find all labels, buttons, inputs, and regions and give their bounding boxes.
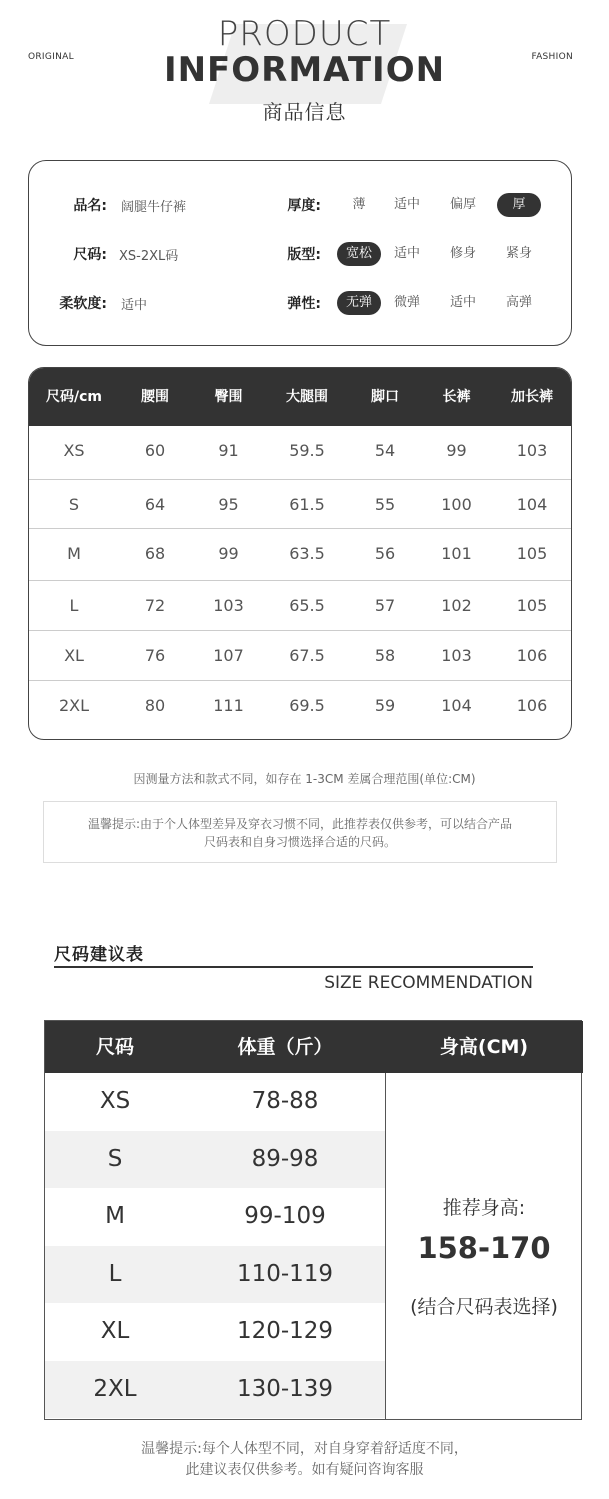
size-cell: M bbox=[67, 544, 81, 563]
size-cell: 54 bbox=[374, 441, 396, 460]
attr-fit-label: 版型: bbox=[287, 247, 321, 263]
recommendation-table-header bbox=[45, 1021, 583, 1073]
rec-size-cell: M bbox=[105, 1203, 125, 1229]
rec-weight-cell: 120-129 bbox=[236, 1318, 334, 1344]
recommendation-row bbox=[45, 1361, 385, 1419]
rec-header-size: 尺码 bbox=[95, 1036, 134, 1058]
rec-size-cell: S bbox=[107, 1145, 123, 1172]
tip-line-1: 温馨提示:由于个人体型差异及穿衣习惯不同，此推荐表仅供参考，可以结合产品 bbox=[87, 817, 513, 831]
rec-weight-cell: 89-98 bbox=[251, 1145, 319, 1172]
footer-note bbox=[0, 1439, 609, 1481]
recommendation-subtitle: SIZE RECOMMENDATION bbox=[324, 973, 533, 993]
size-cell: 76 bbox=[144, 646, 166, 665]
rec-header-height: 身高(CM) bbox=[439, 1036, 529, 1058]
thickness-option-1: 适中 bbox=[393, 197, 420, 212]
footer-line-2: 此建议表仅供参考。如有疑问咨询客服 bbox=[185, 1462, 424, 1478]
size-cell: 58 bbox=[374, 646, 396, 665]
recommendation-row bbox=[45, 1188, 385, 1246]
size-cell: 95 bbox=[218, 495, 239, 514]
size-table-row bbox=[29, 580, 572, 630]
size-table-row bbox=[29, 528, 572, 578]
size-table-row bbox=[29, 630, 572, 680]
rec-header-weight: 体重（斤） bbox=[237, 1036, 333, 1058]
fit-option-1: 适中 bbox=[393, 246, 420, 261]
size-table-row bbox=[29, 479, 572, 529]
recommended-height-value: 158-170 bbox=[417, 1231, 551, 1265]
size-cell: 59 bbox=[374, 696, 396, 715]
size-header-0: 尺码/cm bbox=[46, 389, 102, 405]
size-header-1: 腰围 bbox=[141, 389, 169, 405]
size-cell: 100 bbox=[441, 495, 472, 514]
size-cell: 107 bbox=[213, 646, 244, 665]
size-cell: 99 bbox=[218, 544, 239, 563]
tip-line-2: 尺码表和自身习惯选择合适的尺码。 bbox=[203, 835, 396, 849]
size-cell: 59.5 bbox=[289, 441, 325, 460]
footer-line-1: 温馨提示:每个人体型不同，对自身穿着舒适度不同， bbox=[141, 1441, 468, 1457]
attr-softness-label: 柔软度: bbox=[59, 296, 107, 312]
size-cell: XL bbox=[64, 646, 84, 665]
size-cell: 105 bbox=[516, 544, 548, 563]
size-header-4: 脚口 bbox=[371, 389, 399, 405]
recommendation-title: 尺码建议表 bbox=[54, 945, 144, 965]
recommendation-row bbox=[45, 1246, 385, 1304]
size-cell: 2XL bbox=[58, 696, 90, 715]
fit-option-0: 宽松 bbox=[337, 242, 381, 266]
attr-size-row bbox=[49, 242, 178, 266]
measure-note: 因测量方法和款式不同，如存在 1-3CM 差属合理范围(单位:CM) bbox=[133, 772, 476, 786]
fit-option-2: 修身 bbox=[449, 246, 476, 261]
elasticity-option-1: 微弹 bbox=[393, 295, 420, 310]
thickness-option-0: 薄 bbox=[352, 197, 366, 212]
size-table-row bbox=[29, 680, 572, 730]
rec-size-cell: L bbox=[108, 1260, 122, 1287]
recommended-height-hint: (结合尺码表选择) bbox=[410, 1296, 558, 1318]
rec-weight-cell: 78-88 bbox=[251, 1088, 319, 1114]
title-cn: 商品信息 bbox=[262, 100, 347, 124]
size-cell: 111 bbox=[213, 696, 244, 715]
size-cell: 72 bbox=[144, 596, 166, 615]
size-header-6: 加长裤 bbox=[511, 389, 553, 405]
fashion-tag: FASHION bbox=[531, 52, 573, 62]
size-cell: 68 bbox=[144, 544, 166, 563]
title-product: PRODUCT bbox=[217, 14, 392, 54]
size-cell: 65.5 bbox=[289, 596, 325, 615]
original-tag: ORIGINAL bbox=[28, 52, 74, 62]
size-cell: 101 bbox=[441, 544, 472, 563]
size-cell: 102 bbox=[441, 596, 472, 615]
recommended-height-label: 推荐身高: bbox=[442, 1197, 526, 1219]
size-cell: S bbox=[68, 495, 80, 514]
size-header-3: 大腿围 bbox=[286, 389, 328, 405]
size-cell: 64 bbox=[144, 495, 166, 514]
size-cell: 103 bbox=[516, 441, 548, 460]
attr-elasticity-row bbox=[271, 291, 321, 315]
size-cell: 80 bbox=[144, 696, 166, 715]
size-table-row bbox=[29, 426, 572, 476]
size-cell: 99 bbox=[446, 441, 467, 460]
size-cell: 60 bbox=[144, 441, 166, 460]
size-cell: 69.5 bbox=[289, 696, 325, 715]
rec-size-cell: XS bbox=[99, 1088, 131, 1114]
size-cell: 56 bbox=[374, 544, 396, 563]
attribute-panel bbox=[28, 160, 572, 346]
elasticity-option-2: 适中 bbox=[449, 295, 476, 310]
elasticity-option-3: 高弹 bbox=[505, 295, 532, 310]
tip-text bbox=[54, 815, 546, 851]
size-cell: 105 bbox=[516, 596, 548, 615]
size-cell: 106 bbox=[516, 646, 548, 665]
size-cell: 63.5 bbox=[289, 544, 325, 563]
attr-size-label: 尺码: bbox=[73, 247, 107, 263]
size-table-header bbox=[29, 368, 572, 426]
recommendation-row bbox=[45, 1303, 385, 1361]
attr-softness-value: 适中 bbox=[121, 297, 148, 313]
thickness-option-3: 厚 bbox=[497, 193, 541, 217]
recommendation-divider bbox=[54, 966, 533, 968]
recommendation-row bbox=[45, 1131, 385, 1189]
size-cell: 67.5 bbox=[289, 646, 325, 665]
rec-size-cell: XL bbox=[100, 1318, 130, 1344]
attr-fit-row bbox=[271, 242, 321, 266]
recommendation-table bbox=[44, 1020, 582, 1420]
size-cell: L bbox=[69, 596, 79, 615]
size-cell: 55 bbox=[374, 495, 396, 514]
size-header-5: 长裤 bbox=[442, 389, 471, 405]
attr-name-row bbox=[49, 193, 186, 217]
page-header bbox=[0, 0, 609, 140]
attr-softness-row bbox=[49, 291, 147, 315]
attr-name-value: 阔腿牛仔裤 bbox=[121, 199, 187, 215]
size-cell: 104 bbox=[516, 495, 548, 514]
elasticity-option-0: 无弹 bbox=[337, 291, 381, 315]
size-header-2: 臀围 bbox=[214, 389, 243, 405]
size-cell: 61.5 bbox=[289, 495, 325, 514]
rec-weight-cell: 110-119 bbox=[236, 1260, 334, 1287]
size-cell: XS bbox=[63, 441, 85, 460]
size-cell: 91 bbox=[218, 441, 239, 460]
size-cell: 57 bbox=[374, 596, 396, 615]
tip-box bbox=[43, 801, 557, 863]
size-cell: 104 bbox=[441, 696, 472, 715]
attr-thickness-row bbox=[271, 193, 321, 217]
attr-size-value: XS-2XL码 bbox=[119, 248, 179, 264]
rec-weight-cell: 99-109 bbox=[244, 1203, 326, 1229]
size-cell: 103 bbox=[213, 596, 244, 615]
size-table bbox=[28, 367, 572, 740]
recommended-height-cell bbox=[386, 1073, 582, 1420]
title-information: INFORMATION bbox=[163, 50, 446, 90]
recommendation-row bbox=[45, 1073, 385, 1131]
rec-weight-cell: 130-139 bbox=[236, 1375, 334, 1402]
size-cell: 103 bbox=[441, 646, 472, 665]
fit-option-3: 紧身 bbox=[505, 246, 532, 261]
attr-name-label: 品名: bbox=[73, 198, 107, 214]
attr-elasticity-label: 弹性: bbox=[287, 296, 321, 312]
rec-size-cell: 2XL bbox=[93, 1375, 137, 1402]
size-cell: 106 bbox=[516, 696, 548, 715]
attr-thickness-label: 厚度: bbox=[287, 198, 321, 214]
thickness-option-2: 偏厚 bbox=[449, 197, 476, 212]
